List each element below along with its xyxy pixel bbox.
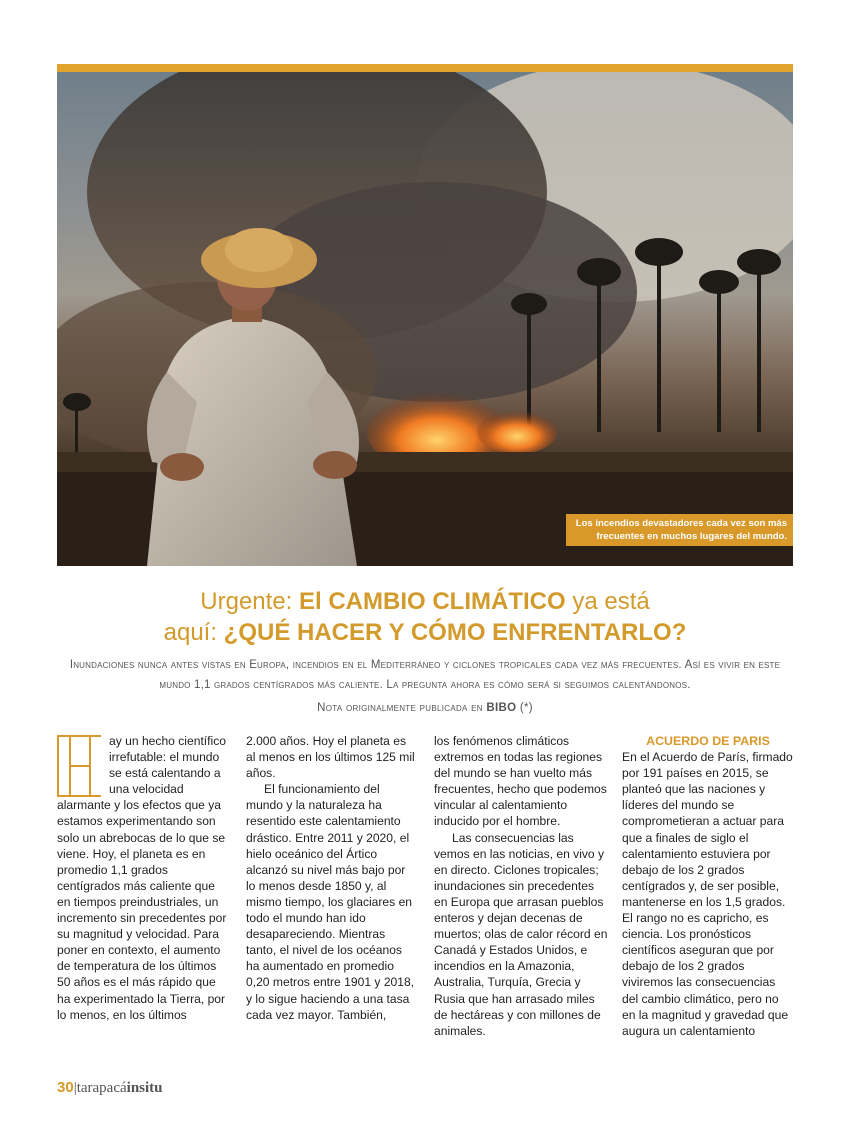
paragraph-3: Las consecuencias las vemos en las noticias, en vivo y en directo. Ciclones tropicales; inundaciones sin precedentes en Europa que arrasan pueblos enteros y dejan decenas de muertos; olas de calor récord en Canadá y Estados Unidos, e incendios en la Amazonia, Australia, Turquía, Grecia y Rusia que han arrasado miles de hectáreas y con millones de animales. <box>434 830 608 1038</box>
body-column-3 <box>434 733 608 1039</box>
headline-line-2: aquí: ¿QUÉ HACER Y CÓMO ENFRENTARLO? <box>163 619 687 646</box>
brand-name-a: tarapacá <box>76 1080 127 1096</box>
section-subhead: ACUERDO DE PARIS <box>646 734 770 748</box>
photo-caption <box>566 514 793 546</box>
paragraph-2: El funcionamiento del mundo y la naturaleza ha resentido este calentamiento drástico. Entre 2011 y 2020, el hielo oceánico del Ártico alcanzó su nivel más bajo por lo menos desde 1850 y, al mismo tiempo, los glaciares en todo el mundo han ido desapareciendo. Mientras tanto, el nivel de los océanos ha aumentado en promedio 0,20 metros entre 1901 y 2018, y lo sigue haciendo a una tasa cada vez mayor. También, <box>246 782 415 1022</box>
photo-illustration <box>57 72 793 566</box>
source-name: BIBO <box>486 702 517 714</box>
source-note: Nota originalmente publicada en BIBO (*) <box>317 702 533 714</box>
body-column-1 <box>57 733 229 1023</box>
top-accent-bar <box>57 64 793 72</box>
drop-cap-h <box>57 735 101 797</box>
body-column-4 <box>622 733 794 1039</box>
feature-photo <box>57 72 793 566</box>
page-number: 30 <box>57 1079 74 1096</box>
brand-name-b: insitu <box>126 1080 163 1096</box>
paragraph-2-continued: los fenómenos climáticos extremos en todas las regiones del mundo se han vuelto más frecuentes, hecho que podemos vincular al calentamiento inducido por el hombre. <box>434 734 607 829</box>
caption-line-2: frecuentes en muchos lugares del mundo. <box>596 531 787 542</box>
caption-line-1: Los incendios devastadores cada vez son más <box>575 518 787 529</box>
headline-line-1: Urgente: El CAMBIO CLIMÁTICO ya está <box>200 588 650 615</box>
paragraph-1: ay un hecho científico irrefutable: el mundo se está calentando a una velocidad alarmante y los efectos que ya estamos experimentando son solo un abrebocas de lo que se viene. Hoy, el planeta es en promedio 1,1 grados centígrados más caliente que en tiempos preindustriales, un incremento sin precedentes por su magnitud y velocidad. Para poner en contexto, el aumento de temperatura de los últimos 50 años es el más rápido que ha experimentado la Tierra, por lo menos, en los últimos <box>57 734 227 1022</box>
body-column-2 <box>246 733 418 1023</box>
paragraph-4: En el Acuerdo de París, firmado por 191 países en 2015, se planteó que las naciones y líderes del mundo se comprometieran a actuar para que a finales de siglo el calentamiento estuviera por debajo de los 2 grados centígrados y, de ser posible, mantenerse en los 1,5 grados. El rango no es capricho, es ciencia. Los pronósticos científicos aseguran que por debajo de los 2 grados viviremos las consecuencias del cambio climático, pero no en la magnitud y gravedad que augura un calentamiento <box>622 750 793 1038</box>
page-footer <box>57 1079 163 1097</box>
paragraph-1-continued: 2.000 años. Hoy el planeta es al menos en los últimos 125 mil años. <box>246 734 415 781</box>
footer-separator: | <box>73 1080 77 1096</box>
article-headline <box>57 586 793 648</box>
article-standfirst: Inundaciones nunca antes vistas en Europa, incendios en el Mediterráneo y ciclones tropicales cada vez más frecuentes. Así es vivir en este mundo 1,1 grados centígrados más caliente. La pregunta ahora es cómo será si seguimos calentándonos. <box>69 659 781 691</box>
